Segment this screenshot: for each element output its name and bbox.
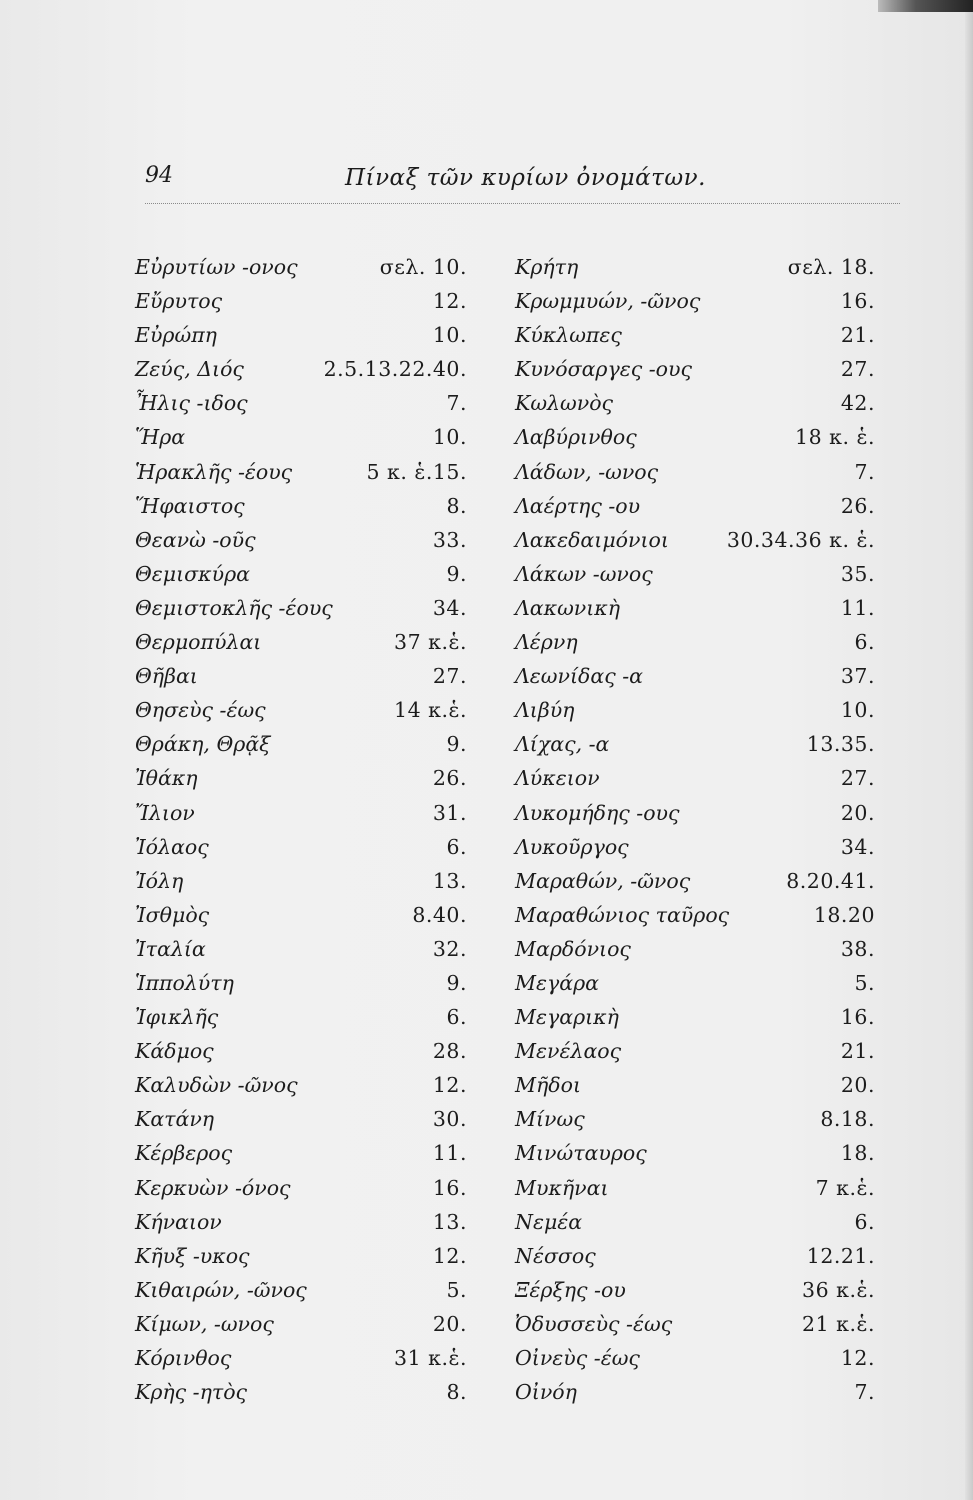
index-entry	[515, 1239, 895, 1273]
page-number: 94	[145, 163, 173, 188]
entry-pages: 11.	[840, 595, 875, 620]
entry-pages: 6.	[854, 630, 875, 655]
entry-name: Κέρβερος	[135, 1141, 233, 1166]
entry-pages: 26.	[840, 493, 875, 518]
entry-pages: 9.	[446, 970, 467, 995]
entry-name: Ἡρακλῆς -έους	[135, 459, 293, 484]
index-entry	[515, 796, 895, 830]
index-entry	[135, 796, 475, 830]
entry-pages: 14 κ.ἑ.	[394, 698, 467, 723]
index-entry	[135, 727, 475, 761]
entry-pages: σελ. 10.	[379, 255, 467, 279]
entry-name: Μίνως	[515, 1107, 585, 1132]
entry-name: Κυνόσαργες -ους	[515, 357, 692, 382]
entry-name: Ἰσθμὸς	[135, 902, 210, 927]
entry-pages: 21.	[840, 1039, 875, 1064]
entry-name: Λίχας, -α	[515, 732, 610, 757]
entry-name: Εὐρώπη	[135, 323, 217, 348]
entry-name: Λεωνίδας -α	[515, 664, 643, 689]
entry-pages: 7 κ.ἑ.	[815, 1175, 875, 1200]
entry-name: Ἴλιον	[135, 800, 195, 825]
entry-pages: 16.	[840, 1005, 875, 1030]
entry-pages: 5.	[446, 1277, 467, 1302]
entry-name: Ἰόλη	[135, 868, 184, 893]
entry-pages: 38.	[840, 936, 875, 961]
entry-pages: 5.	[854, 970, 875, 995]
entry-pages: 8.	[446, 1380, 467, 1405]
header-rule	[145, 203, 900, 204]
page-header	[145, 163, 900, 203]
entry-pages: 37 κ.ἑ.	[394, 630, 467, 655]
index-entry	[515, 625, 895, 659]
entry-pages: 32.	[432, 936, 467, 961]
index-entry	[515, 523, 895, 557]
entry-pages: 10.	[840, 698, 875, 723]
entry-name: Ἰθάκη	[135, 766, 198, 791]
entry-name: Καλυδὼν -ῶνος	[135, 1073, 298, 1098]
entry-pages: σελ. 18.	[787, 255, 875, 279]
index-entry	[135, 932, 475, 966]
entry-name: Μεγαρικὴ	[515, 1005, 619, 1030]
entry-name: Ἰόλαος	[135, 834, 209, 859]
index-entry	[135, 1034, 475, 1068]
entry-name: Οἰνόη	[515, 1380, 577, 1405]
entry-pages: 20.	[840, 800, 875, 825]
index-entry	[515, 1205, 895, 1239]
entry-name: Κατάνη	[135, 1107, 215, 1132]
index-column-left	[135, 250, 475, 1409]
entry-name: Οἰνεὺς -έως	[515, 1346, 640, 1370]
entry-name: Λάδων, -ωνος	[515, 459, 659, 484]
entry-pages: 13.	[432, 1209, 467, 1234]
entry-name: Θῆβαι	[135, 664, 198, 689]
index-entry	[135, 1068, 475, 1102]
index-entry	[135, 455, 475, 489]
entry-pages: 10.	[432, 425, 467, 450]
entry-name: Κρωμμυών, -ῶνος	[515, 289, 701, 314]
entry-name: Λάκων -ωνος	[515, 561, 653, 586]
entry-pages: 20.	[840, 1073, 875, 1098]
entry-name: Ἦλις -ιδος	[135, 391, 248, 416]
entry-name: Μυκῆναι	[515, 1175, 609, 1200]
entry-name: Θεμισκύρα	[135, 561, 250, 586]
index-entry	[135, 1307, 475, 1341]
entry-name: Κερκυὼν -όνος	[135, 1175, 291, 1200]
entry-pages: 34.	[840, 834, 875, 859]
index-entry	[135, 966, 475, 1000]
index-entry	[135, 864, 475, 898]
index-entry	[515, 1171, 895, 1205]
entry-pages: 18.	[840, 1141, 875, 1166]
index-entry	[515, 727, 895, 761]
index-entry	[515, 1068, 895, 1102]
index-entry	[515, 1000, 895, 1034]
entry-pages: 8.	[446, 493, 467, 518]
index-entry	[135, 1375, 475, 1409]
entry-pages: 42.	[840, 391, 875, 416]
index-entry	[135, 352, 475, 386]
entry-pages: 12.	[432, 1073, 467, 1098]
index-entry	[515, 830, 895, 864]
index-entry	[135, 284, 475, 318]
index-entry	[515, 455, 895, 489]
index-entry	[135, 659, 475, 693]
entry-name: Εὔρυτος	[135, 289, 223, 314]
index-entry	[515, 250, 895, 284]
entry-name: Κήναιον	[135, 1209, 222, 1234]
entry-pages: 13.35.	[806, 732, 875, 757]
entry-name: Μῆδοι	[515, 1073, 581, 1098]
entry-name: Ἥφαιστος	[135, 493, 245, 518]
entry-pages: 9.	[446, 561, 467, 586]
index-entry	[515, 489, 895, 523]
entry-pages: 11.	[432, 1141, 467, 1166]
entry-name: Κύκλωπες	[515, 323, 622, 348]
entry-name: Λακεδαιμόνιοι	[515, 527, 669, 552]
entry-pages: 27.	[432, 664, 467, 689]
entry-name: Ζεύς, Διός	[135, 357, 244, 382]
entry-name: Ἱππολύτη	[135, 970, 234, 995]
index-entry	[515, 693, 895, 727]
entry-name: Νέσσος	[515, 1243, 596, 1268]
index-entry	[515, 284, 895, 318]
entry-pages: 30.34.36 κ. ἑ.	[726, 527, 875, 552]
entry-pages: 37.	[840, 664, 875, 689]
entry-pages: 21 κ.ἑ.	[802, 1311, 875, 1336]
entry-pages: 7.	[854, 459, 875, 484]
entry-pages: 12.	[840, 1346, 875, 1370]
entry-pages: 12.21.	[806, 1243, 875, 1268]
index-entry	[515, 591, 895, 625]
entry-name: Λέρνη	[515, 630, 578, 655]
entry-pages: 30.	[432, 1107, 467, 1132]
index-entry	[515, 1102, 895, 1136]
entry-name: Λακωνικὴ	[515, 595, 621, 620]
index-entry	[135, 1136, 475, 1170]
index-entry	[135, 420, 475, 454]
entry-pages: 13.	[432, 868, 467, 893]
entry-pages: 2.5.13.22.40.	[323, 357, 467, 382]
index-entry	[135, 318, 475, 352]
entry-name: Θησεὺς -έως	[135, 698, 266, 723]
entry-pages: 8.20.41.	[786, 868, 875, 893]
entry-name: Λυκομήδης -ους	[515, 800, 680, 825]
entry-name: Ξέρξης -ου	[515, 1277, 626, 1302]
index-entry	[135, 693, 475, 727]
entry-name: Κῆυξ -υκος	[135, 1243, 250, 1268]
entry-name: Μενέλαος	[515, 1039, 622, 1064]
entry-name: Μαρδόνιος	[515, 936, 631, 961]
index-entry	[515, 761, 895, 795]
entry-name: Κρὴς -ητὸς	[135, 1380, 248, 1405]
index-entry	[515, 1375, 895, 1409]
entry-pages: 8.40.	[412, 902, 467, 927]
entry-name: Μαραθών, -ῶνος	[515, 868, 691, 893]
index-entry	[515, 386, 895, 420]
entry-pages: 8.18.	[820, 1107, 875, 1132]
index-entry	[135, 1171, 475, 1205]
index-entry	[515, 318, 895, 352]
entry-name: Θεμιστοκλῆς -έους	[135, 595, 333, 620]
index-entry	[135, 1239, 475, 1273]
index-entry	[515, 1307, 895, 1341]
index-entry	[135, 591, 475, 625]
entry-pages: 6.	[446, 1005, 467, 1030]
entry-pages: 21.	[840, 323, 875, 348]
entry-pages: 16.	[432, 1175, 467, 1200]
index-entry	[135, 1102, 475, 1136]
entry-pages: 7.	[854, 1380, 875, 1405]
entry-name: Λαβύρινθος	[515, 425, 637, 450]
index-entry	[515, 557, 895, 591]
entry-pages: 9.	[446, 732, 467, 757]
entry-pages: 6.	[446, 834, 467, 859]
entry-name: Ὀδυσσεὺς -έως	[515, 1311, 673, 1336]
entry-pages: 28.	[432, 1039, 467, 1064]
entry-name: Μεγάρα	[515, 970, 599, 995]
index-entry	[515, 659, 895, 693]
index-entry	[135, 1000, 475, 1034]
entry-pages: 5 κ. ἑ.15.	[366, 459, 467, 484]
index-entry	[135, 489, 475, 523]
index-entry	[135, 386, 475, 420]
entry-name: Λυκοῦργος	[515, 834, 629, 859]
index-entry	[135, 761, 475, 795]
entry-name: Κόρινθος	[135, 1346, 232, 1370]
index-entry	[515, 898, 895, 932]
index-entry	[515, 966, 895, 1000]
index-entry	[135, 1341, 475, 1375]
entry-name: Κρήτη	[515, 255, 579, 279]
entry-name: Κίμων, -ωνος	[135, 1311, 274, 1336]
entry-pages: 20.	[432, 1311, 467, 1336]
entry-pages: 7.	[446, 391, 467, 416]
entry-name: Λαέρτης -ου	[515, 493, 641, 518]
index-entry	[135, 557, 475, 591]
entry-pages: 12.	[432, 289, 467, 314]
entry-pages: 16.	[840, 289, 875, 314]
entry-pages: 36 κ.ἑ.	[802, 1277, 875, 1302]
entry-name: Μινώταυρος	[515, 1141, 647, 1166]
entry-pages: 34.	[432, 595, 467, 620]
index-entry	[515, 1136, 895, 1170]
index-entry	[515, 1273, 895, 1307]
entry-name: Ἰφικλῆς	[135, 1005, 219, 1030]
entry-name: Ἥρα	[135, 425, 186, 450]
entry-name: Κάδμος	[135, 1039, 214, 1064]
entry-name: Θεανὼ -οῦς	[135, 527, 256, 552]
index-entry	[515, 1034, 895, 1068]
index-entry	[135, 250, 475, 284]
index-entry	[135, 625, 475, 659]
entry-name: Λύκειον	[515, 766, 600, 791]
entry-pages: 18.20	[813, 902, 875, 927]
entry-name: Κιθαιρών, -ῶνος	[135, 1277, 307, 1302]
index-entry	[135, 1273, 475, 1307]
entry-pages: 31.	[432, 800, 467, 825]
entry-pages: 27.	[840, 357, 875, 382]
entry-pages: 35.	[840, 561, 875, 586]
entry-name: Νεμέα	[515, 1209, 583, 1234]
entry-pages: 12.	[432, 1243, 467, 1268]
index-entry	[515, 864, 895, 898]
entry-pages: 27.	[840, 766, 875, 791]
index-entry	[515, 1341, 895, 1375]
index-entry	[515, 932, 895, 966]
index-entry	[135, 523, 475, 557]
entry-pages: 10.	[432, 323, 467, 348]
scan-edge-mark	[878, 0, 973, 12]
entry-pages: 6.	[854, 1209, 875, 1234]
entry-name: Θράκη, Θρᾷξ	[135, 732, 271, 757]
index-entry	[515, 420, 895, 454]
running-title: Πίναξ τῶν κυρίων ὀνομάτων.	[345, 165, 706, 191]
index-entry	[135, 1205, 475, 1239]
entry-pages: 26.	[432, 766, 467, 791]
entry-name: Λιβύη	[515, 698, 575, 723]
scan-edge-shadow	[965, 12, 973, 1500]
index-column-right	[515, 250, 895, 1409]
entry-name: Εὐρυτίων -ονος	[135, 255, 298, 279]
entry-name: Κωλωνὸς	[515, 391, 614, 416]
index-entry	[515, 352, 895, 386]
entry-name: Θερμοπύλαι	[135, 630, 262, 655]
entry-name: Ἰταλία	[135, 936, 206, 961]
entry-name: Μαραθώνιος ταῦρος	[515, 902, 730, 927]
index-entry	[135, 830, 475, 864]
entry-pages: 33.	[432, 527, 467, 552]
entry-pages: 31 κ.ἑ.	[394, 1346, 467, 1370]
entry-pages: 18 κ. ἑ.	[795, 425, 875, 450]
index-entry	[135, 898, 475, 932]
